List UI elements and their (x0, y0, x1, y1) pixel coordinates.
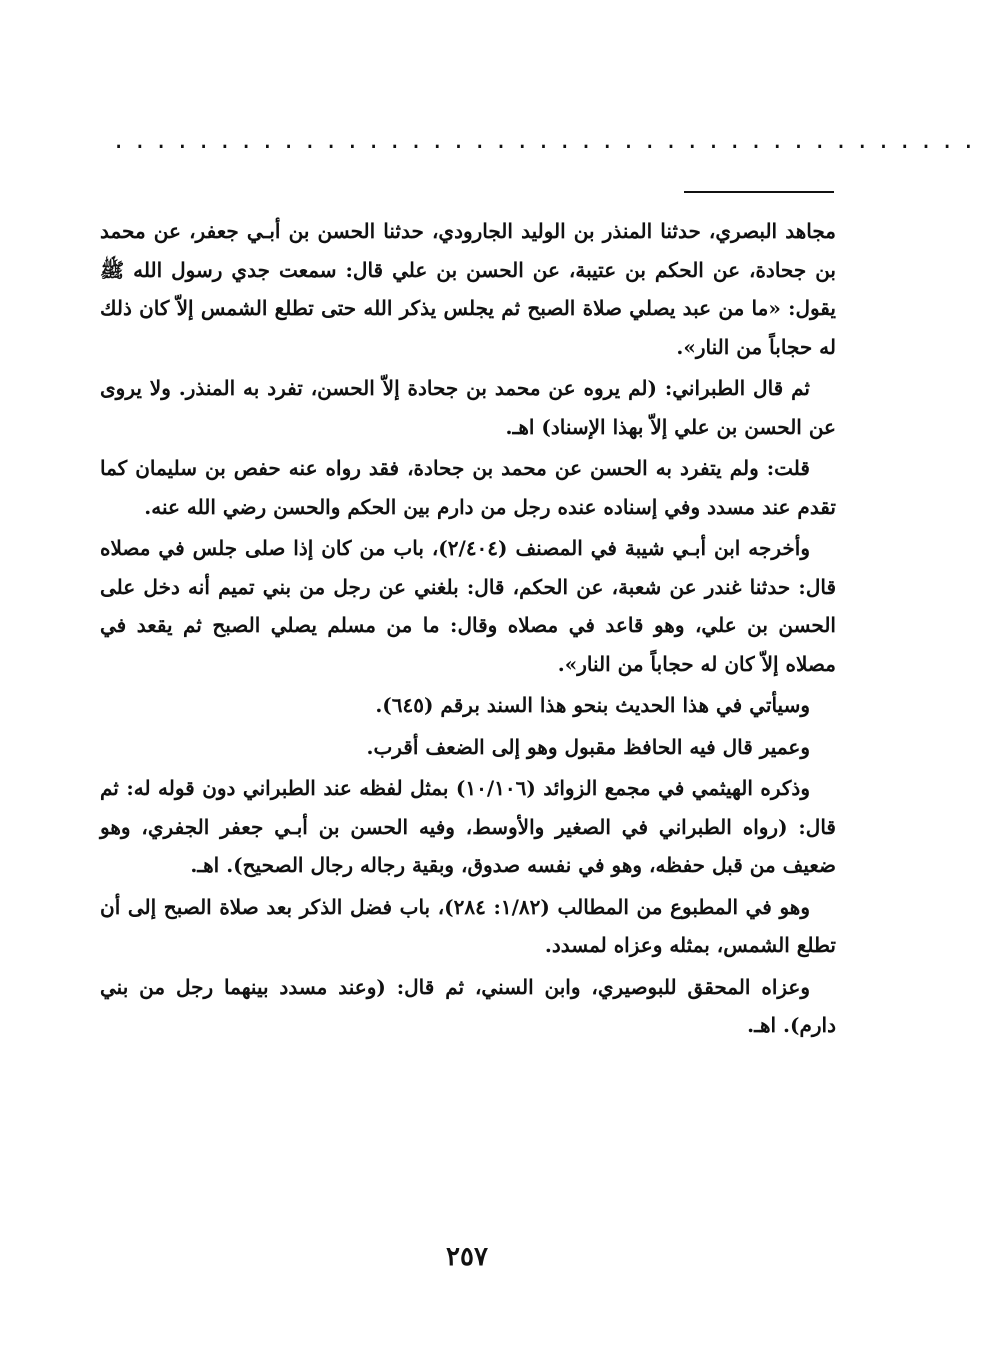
dotted-separator: ......................................... (112, 129, 983, 154)
paragraph-matalib: وهو في المطبوع من المطالب (١/٨٢: ٢٨٤)، باب فضل الذكر بعد صلاة الصبح إلى أن تطلع الشمس، بمثله وعزاه لمسدد. (100, 894, 836, 957)
paragraph-umair: وعمير قال فيه الحافظ مقبول وهو إلى الضعف أقرب. (366, 734, 810, 759)
paragraph-muhaqqiq: وعزاه المحقق للبوصيري، وابن السني، ثم قال: (وعند مسدد بينهما رجل من بني دارم). اهـ. (100, 974, 836, 1037)
paragraph-qultu: قلت: ولم يتفرد به الحسن عن محمد بن جحادة، فقد رواه عنه حفص بن سليمان كما تقدم عند مسدد وفي إسناده عنده رجل من دارم بين الحكم والحسن رضي الله عنه. (100, 456, 836, 519)
paragraph-tabarani: ثم قال الطبراني: (لم يروه عن محمد بن جحادة إلاّ الحسن، تفرد به المنذر. ولا يروى عن الحسن بن علي إلاّ بهذا الإسناد) اهـ. (100, 376, 836, 439)
paragraph-ibn-abi-shayba: وأخرجه ابن أبـي شيبة في المصنف (٢/٤٠٤)، باب من كان إذا صلى جلس في مصلاه قال: حدثنا غندر عن شعبة، عن الحكم، قال: بلغني عن رجل من بني تميم أنه دخل على الحسن بن علي، وهو قاعد في مصلاه وقال: ما من مسلم يصلي الصبح ثم يقعد في مصلاه إلاّ كان له حجاباً من النار». (100, 536, 836, 676)
page-number: ٢٥٧ (446, 1242, 488, 1272)
paragraph-haythami: وذكره الهيثمي في مجمع الزوائد (١٠/١٠٦) بمثل لفظه عند الطبراني دون قوله له: ثم قال: (رواه الطبراني في الصغير والأوسط، وفيه الحسن بن أبـي جعفر الجفري، وهو ضعيف من قبل حفظه، وهو في نفسه صدوق، وبقية رجاله رجال الصحيح). اهـ. (100, 776, 836, 877)
paragraph-sayati: وسيأتي في هذا الحديث بنحو هذا السند برقم (٦٤٥). (375, 693, 810, 717)
footnote-rule (684, 191, 834, 193)
paragraph-hadith: مجاهد البصري، حدثنا المنذر بن الوليد الجارودي، حدثنا الحسن بن أبـي جعفر، عن محمد بن جحادة، عن الحكم بن عتيبة، عن الحسن بن علي قال: سمعت جدي رسول الله ﷺ يقول: «ما من عبد يصلي صلاة الصبح ثم يجلس يذكر الله حتى تطلع الشمس إلاّ كان ذلك له حجاباً من النار». (100, 219, 836, 359)
page-body (100, 212, 836, 1048)
